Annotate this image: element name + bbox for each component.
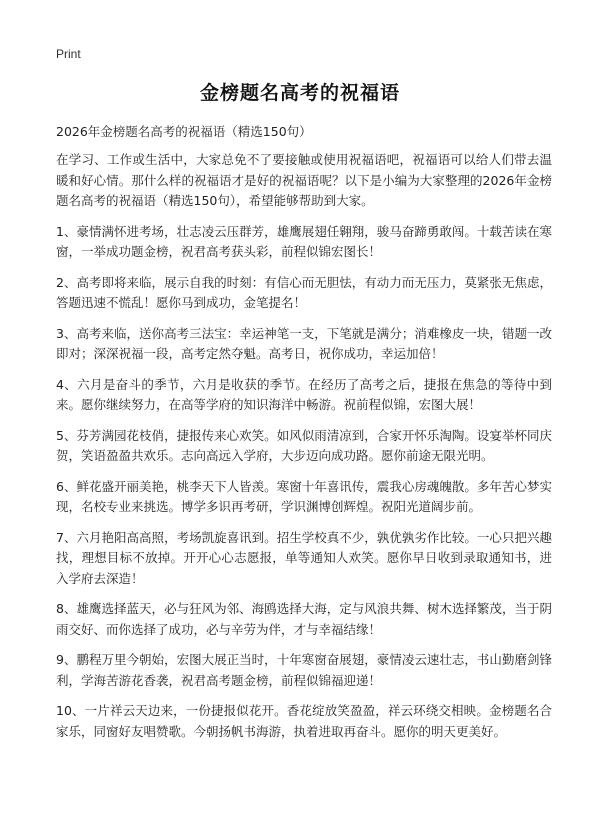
blessing-item: 7、六月艳阳高高照，考场凯旋喜讯到。招生学校真不少，孰优孰劣作比较。一心只把兴趣找，理想目标不放掉。开开心心志愿报，单等通知人欢笑。愿你早日收到录取通知书，进入学府去深造！: [56, 529, 552, 586]
blessing-item: 8、雄鹰选择蓝天，必与狂风为邻、海鸥选择大海，定与风浪共舞、树木选择繁茂，当于阴雨交好、而你选择了成功，必与辛劳为伴，才与幸福结缘！: [56, 601, 552, 637]
blessing-item: 3、高考来临，送你高考三法宝：幸运神笔一支，下笔就是满分；消难橡皮一块，错题一改即对；深深祝福一段，高考定然夺魁。高考日，祝你成功，幸运加倍！: [56, 325, 552, 361]
blessing-item: 9、鹏程万里今朝始，宏图大展正当时，十年寒窗奋展翅，豪情凌云速壮志，书山勤磨剑锋利，学海苦游花香袭，祝君高考题金榜，前程似锦福迎递！: [56, 652, 552, 688]
blessing-item: 5、芬芳满园花枝俏，捷报传来心欢笑。如风似雨清凉到，合家开怀乐淘陶。设宴举杯同庆贺，笑语盈盈共欢乐。志向高远入学府，大步迈向成功路。愿你前途无限光明。: [56, 427, 552, 463]
print-label: Print: [56, 47, 81, 61]
page-title: 金榜题名高考的祝福语: [199, 82, 400, 104]
intro-paragraph: 在学习、工作或生活中，大家总免不了要接触或使用祝福语吧，祝福语可以给人们带去温暖和好心情。那什么样的祝福语才是好的祝福语呢？以下是小编为大家整理的2026年金榜题名高考的祝福语（精选150句），希望能够帮助到大家。: [56, 152, 552, 208]
blessing-item: 6、鲜花盛开丽美艳，桃李天下人皆羡。寒窗十年喜讯传，震我心房魂魄散。多年苦心梦实现，名校专业来挑选。博学多识再考研，学识渊博创辉煌。祝阳光道阔步前。: [56, 478, 552, 514]
article-subtitle: 2026年金榜题名高考的祝福语（精选150句）: [56, 124, 312, 139]
blessing-item: 2、高考即将来临，展示自我的时刻：有信心而无胆怯，有动力而无压力，莫紧张无焦虑，答题迅速不慌乱！愿你马到成功，金笔提名！: [56, 274, 552, 310]
blessing-item: 1、豪情满怀进考场，壮志凌云压群芳，雄鹰展翅任翱翔，骏马奋蹄勇敢闯。十载苦读在寒窗，一举成功题金榜，祝君高考获头彩，前程似锦宏图长！: [56, 223, 552, 259]
blessing-item: 10、一片祥云天边来，一份捷报似花开。香花绽放笑盈盈，祥云环绕交相映。金榜题名合家乐，同窗好友唱赞歌。今朝扬帆书海游，执着进取再奋斗。愿你的明天更美好。: [56, 703, 552, 739]
article-body: [56, 150, 552, 752]
blessing-item: 4、六月是奋斗的季节，六月是收获的季节。在经历了高考之后，捷报在焦急的等待中到来。愿你继续努力，在高等学府的知识海洋中畅游。祝前程似锦，宏图大展！: [56, 376, 552, 412]
